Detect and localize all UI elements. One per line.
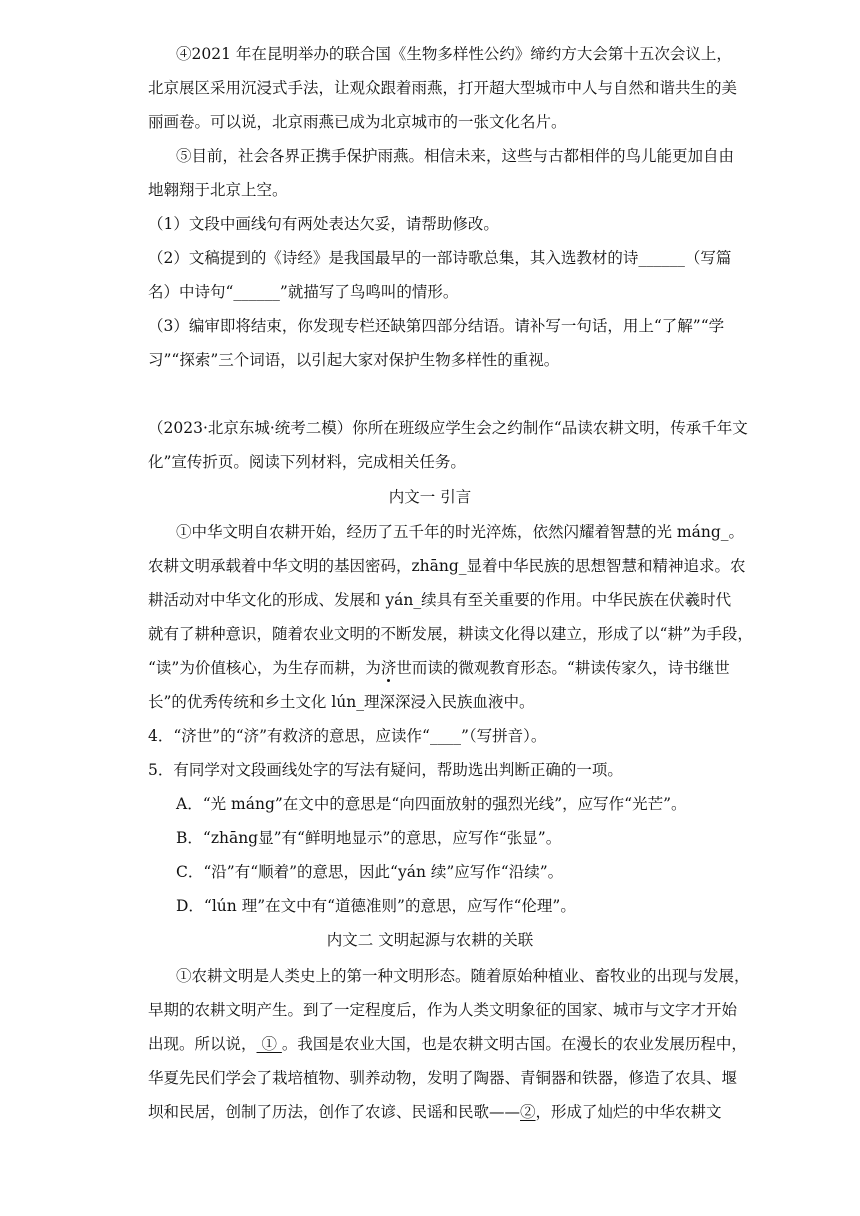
- passage-1-line-4: 就有了耕种意识，随着农业文明的不断发展，耕读文化得以建立，形成了以“耕”为手段，: [148, 625, 753, 643]
- question-3-line-1: （3）编审即将结束，你发现专栏还缺第四部分结语。请补写一句话，用上“了解”“学: [148, 317, 725, 335]
- question-2-line-1: （2）文稿提到的《诗经》是我国最早的一部诗歌总集，其入选教材的诗______（写篇: [148, 249, 732, 267]
- passage-2-line-2: 早期的农耕文明产生。到了一定程度后，作为人类文明象征的国家、城市与文字才开始: [148, 1001, 738, 1019]
- heading-part-2: 内文二 文明起源与农耕的关联: [326, 931, 534, 949]
- paragraph-5-line-2: 地翱翔于北京上空。: [148, 181, 288, 199]
- intro-line-2: 化”宣传折页。阅读下列材料，完成相关任务。: [148, 453, 466, 471]
- passage-1-line-5-end: 世而读的微观教育形态。“耕读传家久，诗书继世: [396, 659, 730, 677]
- option-d: D．“lún 理”在文中有“道德准则”的意思，应写作“伦理”。: [176, 897, 576, 915]
- paragraph-5-line-1: ⑤目前，社会各界正携手保护雨燕。相信未来，这些与古都相伴的鸟儿能更加自由: [176, 147, 735, 165]
- passage-2-line-5: [148, 1102, 722, 1122]
- blank-1: ①: [256, 1035, 282, 1053]
- dotted-character: 济: [380, 659, 397, 677]
- passage-1-line-6: 长”的优秀传统和乡土文化 lún_理深深浸入民族血液中。: [148, 693, 535, 711]
- option-c: C．“沿”有“顺着”的意思，因此“yán 续”应写作“沿续”。: [176, 863, 564, 881]
- paragraph-4-line-2: 北京展区采用沉浸式手法，让观众跟着雨燕，打开超大型城市中人与自然和谐共生的美: [148, 79, 738, 97]
- blank-2: ②: [520, 1103, 536, 1121]
- question-1: （1）文段中画线句有两处表达欠妥，请帮助修改。: [148, 215, 499, 233]
- passage-1-line-1: ①中华文明自农耕开始，经历了五千年的时光淬炼，依然闪耀着智慧的光 máng_。: [176, 523, 745, 541]
- question-4: 4．“济世”的“济”有救济的意思，应读作“____”（写拼音）。: [148, 727, 547, 745]
- question-5: 5．有同学对文段画线处字的写法有疑问，帮助选出判断正确的一项。: [148, 761, 623, 779]
- passage-1-line-2: 农耕文明承载着中华文明的基因密码，zhāng_显着中华民族的思想智慧和精神追求。农: [148, 557, 746, 575]
- passage-2-line-4: 华夏先民们学会了栽培植物、驯养动物，发明了陶器、青铜器和铁器，修造了农具、堰: [148, 1069, 738, 1087]
- passage-1-line-5-start: “读”为价值核心，为生存而耕，为: [148, 659, 381, 677]
- option-a: A．“光 máng”在文中的意思是“向四面放射的强烈光线”，应写作“光芒”。: [176, 795, 687, 813]
- question-2-line-2: 名）中诗句“______”就描写了鸟鸣叫的情形。: [148, 283, 459, 301]
- passage-2-line-3-start: 出现。所以说，: [148, 1035, 257, 1053]
- passage-2-line-5-start: 坝和民居，创制了历法，创作了农谚、民谣和民歌——: [148, 1103, 521, 1121]
- passage-2-line-5-end: ，形成了灿烂的中华农耕文: [535, 1103, 722, 1121]
- passage-2-line-3-end: 。我国是农业大国，也是农耕文明古国。在漫长的农业发展历程中，: [281, 1035, 747, 1053]
- passage-2-line-3: [148, 1034, 747, 1054]
- paragraph-4-line-1: ④2021 年在昆明举办的联合国《生物多样性公约》缔约方大会第十五次会议上，: [176, 45, 732, 63]
- passage-2-line-1: ①农耕文明是人类史上的第一种文明形态。随着原始种植业、畜牧业的出现与发展，: [176, 967, 750, 985]
- paragraph-4-line-3: 丽画卷。可以说，北京雨燕已成为北京城市的一张文化名片。: [148, 113, 567, 131]
- intro-line-1: （2023·北京东城·统考二模）你所在班级应学生会之约制作“品读农耕文明，传承千年文: [148, 419, 748, 437]
- heading-part-1: 内文一 引言: [388, 488, 472, 506]
- option-b: B．“zhāng显”有“鲜明地显示”的意思，应写作“张显”。: [176, 829, 562, 847]
- passage-1-line-5: [148, 658, 730, 678]
- passage-1-line-3: 耕活动对中华文化的形成、发展和 yán_续具有至关重要的作用。中华民族在伏羲时代: [148, 591, 732, 609]
- question-3-line-2: 习”“探索”三个词语，以引起大家对保护生物多样性的重视。: [148, 351, 560, 369]
